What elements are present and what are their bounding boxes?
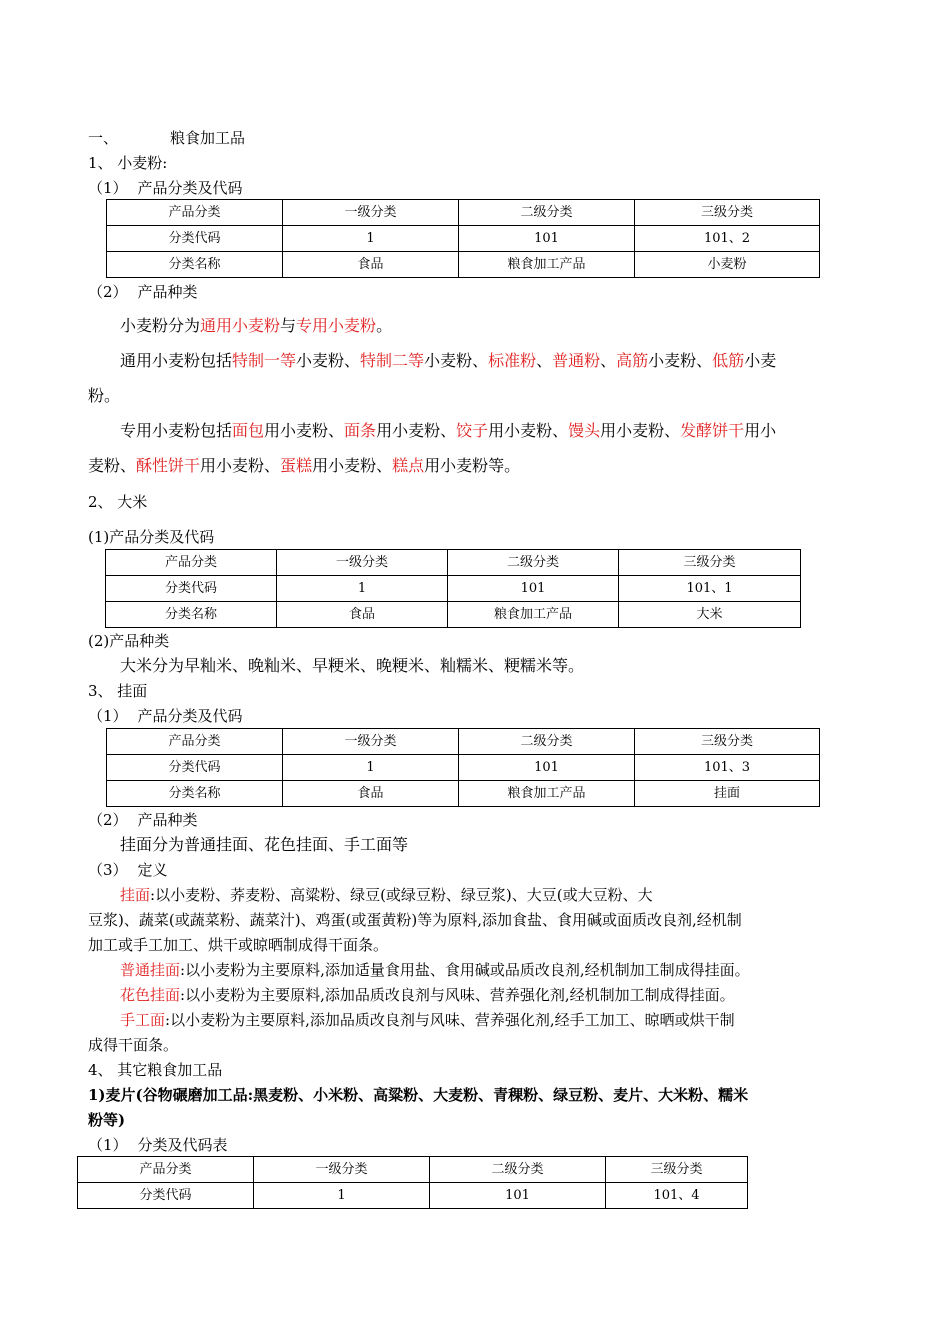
noodle-sub2	[88, 810, 198, 830]
highlight-term: 发酵饼干	[680, 421, 745, 440]
table-row	[107, 226, 820, 252]
table-cell: 分类名称	[107, 252, 283, 278]
highlight-term: 通用小麦粉	[200, 316, 281, 335]
other-table	[77, 1156, 748, 1209]
definition-huase	[120, 985, 735, 1005]
wheat-sub2-number: （2）	[88, 283, 128, 301]
text-run: 通用小麦粉包括	[120, 351, 233, 370]
table-cell: 101、1	[619, 576, 801, 602]
header-cell: 一级分类	[254, 1157, 430, 1183]
definition-shougong-cont: 成得干面条。	[88, 1036, 179, 1054]
text-run: 小麦粉、	[424, 351, 489, 370]
text-run: 用小麦粉、	[488, 421, 569, 440]
highlight-term: 普通粉	[552, 351, 601, 370]
noodle-sub1-text: 产品分类及代码	[137, 707, 243, 725]
definition-guamian	[120, 885, 653, 905]
header-cell: 三级分类	[635, 200, 820, 226]
definition-guamian-cont-1: 豆浆)、蔬菜(或蔬菜粉、蔬菜汁)、鸡蛋(或蛋黄粉)等为原料,添加食盐、食用碱或面质改良剂,经机制	[88, 911, 742, 929]
text-run: 专用小麦粉包括	[120, 421, 233, 440]
table-cell: 101、3	[635, 755, 820, 781]
highlight-term: 馒头	[568, 421, 601, 440]
highlight-term: 蛋糕	[280, 456, 313, 475]
text-run: 用小麦粉、	[200, 456, 281, 475]
highlight-term: 特制二等	[360, 351, 425, 370]
text-run: 小麦粉、	[296, 351, 361, 370]
table-cell: 食品	[283, 781, 459, 807]
definition-text: :以小麦粉为主要原料,添加品质改良剂与风味、营养强化剂,经手工加工、晾晒或烘干制	[165, 1011, 735, 1029]
table-cell: 101	[448, 576, 619, 602]
noodle-sub1	[88, 706, 243, 726]
table-cell: 1	[254, 1183, 430, 1209]
header-cell: 一级分类	[283, 729, 459, 755]
table-cell: 食品	[277, 602, 448, 628]
rice-heading: 2、 大米	[88, 493, 148, 511]
text-run: 、	[536, 351, 553, 370]
table-cell: 大米	[619, 602, 801, 628]
table-cell: 101	[430, 1183, 606, 1209]
noodle-para-1: 挂面分为普通挂面、花色挂面、手工面等	[120, 835, 409, 854]
header-cell: 产品分类	[107, 200, 283, 226]
highlight-term: 面包	[232, 421, 265, 440]
highlight-term: 低筋	[712, 351, 745, 370]
section-title	[88, 128, 245, 148]
definition-guamian-cont-2: 加工或手工加工、烘干或晾晒制成得干面条。	[88, 936, 389, 954]
highlight-term: 特制一等	[232, 351, 297, 370]
noodle-sub1-number: （1）	[88, 707, 128, 725]
noodle-sub2-text: 产品种类	[137, 811, 198, 829]
highlight-term: 专用小麦粉	[296, 316, 377, 335]
table-row	[107, 781, 820, 807]
text-run: 、	[600, 351, 617, 370]
table-cell: 分类名称	[107, 781, 283, 807]
table-cell: 1	[283, 226, 459, 252]
wheat-sub2	[88, 282, 198, 302]
wheat-para-2-cont: 粉。	[88, 386, 121, 405]
table-cell: 101	[459, 755, 635, 781]
noodle-sub2-number: （2）	[88, 811, 128, 829]
wheat-para-3-cont	[88, 456, 520, 476]
noodle-sub3	[88, 860, 168, 880]
header-cell: 二级分类	[448, 550, 619, 576]
definition-term: 花色挂面	[120, 986, 181, 1004]
table-cell: 1	[277, 576, 448, 602]
table-header-row	[78, 1157, 748, 1183]
definition-term: 手工面	[120, 1011, 166, 1029]
other-sub1-number: （1）	[88, 1136, 128, 1154]
highlight-term: 糕点	[392, 456, 425, 475]
table-cell: 分类代码	[106, 576, 277, 602]
rice-sub2: (2)产品种类	[88, 632, 170, 650]
text-run: 麦粉、	[88, 456, 137, 475]
text-run: 与	[280, 316, 297, 335]
other-sub1	[88, 1135, 228, 1155]
wheat-sub1-text: 产品分类及代码	[137, 179, 243, 197]
table-cell: 粮食加工产品	[459, 252, 635, 278]
text-run: 小麦	[744, 351, 777, 370]
section-number: 一、	[88, 129, 119, 147]
table-cell: 挂面	[635, 781, 820, 807]
wheat-table	[106, 199, 820, 278]
table-cell: 101、2	[635, 226, 820, 252]
table-cell: 粮食加工产品	[448, 602, 619, 628]
header-cell: 二级分类	[459, 200, 635, 226]
header-cell: 二级分类	[430, 1157, 606, 1183]
wheat-sub1-number: （1）	[88, 179, 128, 197]
header-cell: 三级分类	[619, 550, 801, 576]
table-header-row	[106, 550, 801, 576]
table-cell: 101、4	[606, 1183, 748, 1209]
highlight-term: 酥性饼干	[136, 456, 201, 475]
other-heading: 4、 其它粮食加工品	[88, 1061, 223, 1079]
table-cell: 食品	[283, 252, 459, 278]
noodle-sub3-number: （3）	[88, 861, 128, 879]
wheat-sub2-text: 产品种类	[137, 283, 198, 301]
text-run: 用小麦粉、	[264, 421, 345, 440]
table-cell: 1	[283, 755, 459, 781]
text-run: 。	[376, 316, 393, 335]
rice-para-1: 大米分为早籼米、晚籼米、早粳米、晚粳米、籼糯米、粳糯米等。	[120, 656, 585, 675]
wheat-para-3	[120, 421, 776, 441]
rice-table	[105, 549, 801, 628]
definition-shougong	[120, 1010, 735, 1030]
definition-term: 普通挂面	[120, 961, 181, 979]
highlight-term: 高筋	[616, 351, 649, 370]
section-title-text: 粮食加工品	[170, 129, 246, 147]
definition-text: :以小麦粉为主要原料,添加适量食用盐、食用碱或品质改良剂,经机制加工制成得挂面。	[180, 961, 750, 979]
table-cell: 分类代码	[78, 1183, 254, 1209]
header-cell: 三级分类	[606, 1157, 748, 1183]
text-run: 用小	[744, 421, 777, 440]
text-run: 用小麦粉等。	[424, 456, 521, 475]
text-run: 用小麦粉、	[312, 456, 393, 475]
text-run: 用小麦粉、	[376, 421, 457, 440]
header-cell: 产品分类	[106, 550, 277, 576]
table-row	[107, 252, 820, 278]
header-cell: 产品分类	[78, 1157, 254, 1183]
noodle-table	[106, 728, 820, 807]
noodle-sub3-text: 定义	[137, 861, 168, 879]
table-cell: 101	[459, 226, 635, 252]
definition-text: :以小麦粉、荞麦粉、高粱粉、绿豆(或绿豆粉、绿豆浆)、大豆(或大豆粉、大	[150, 886, 653, 904]
table-cell: 分类代码	[107, 755, 283, 781]
definition-text: :以小麦粉为主要原料,添加品质改良剂与风味、营养强化剂,经机制加工制成得挂面。	[180, 986, 735, 1004]
table-row	[107, 755, 820, 781]
highlight-term: 标准粉	[488, 351, 537, 370]
table-cell: 小麦粉	[635, 252, 820, 278]
other-bold-line-1: 1)麦片(谷物碾磨加工品:黑麦粉、小米粉、高粱粉、大麦粉、青稞粉、绿豆粉、麦片、大米粉、糯米	[88, 1086, 749, 1104]
highlight-term: 面条	[344, 421, 377, 440]
header-cell: 三级分类	[635, 729, 820, 755]
text-run: 用小麦粉、	[600, 421, 681, 440]
text-run: 小麦粉分为	[120, 316, 201, 335]
table-row	[106, 602, 801, 628]
noodle-heading: 3、 挂面	[88, 682, 148, 700]
wheat-heading: 1、 小麦粉:	[88, 154, 168, 172]
wheat-sub1	[88, 178, 243, 198]
wheat-para-2	[120, 351, 776, 371]
table-header-row	[107, 729, 820, 755]
rice-sub1: (1)产品分类及代码	[88, 528, 215, 546]
table-header-row	[107, 200, 820, 226]
table-row	[78, 1183, 748, 1209]
header-cell: 一级分类	[277, 550, 448, 576]
highlight-term: 饺子	[456, 421, 489, 440]
definition-putong	[120, 960, 750, 980]
table-cell: 分类名称	[106, 602, 277, 628]
text-run: 小麦粉、	[648, 351, 713, 370]
other-sub1-text: 分类及代码表	[137, 1136, 228, 1154]
header-cell: 二级分类	[459, 729, 635, 755]
definition-term: 挂面	[120, 886, 151, 904]
table-cell: 粮食加工产品	[459, 781, 635, 807]
header-cell: 一级分类	[283, 200, 459, 226]
table-cell: 分类代码	[107, 226, 283, 252]
table-row	[106, 576, 801, 602]
other-bold-line-2: 粉等)	[88, 1111, 126, 1129]
wheat-para-1	[120, 316, 392, 336]
header-cell: 产品分类	[107, 729, 283, 755]
